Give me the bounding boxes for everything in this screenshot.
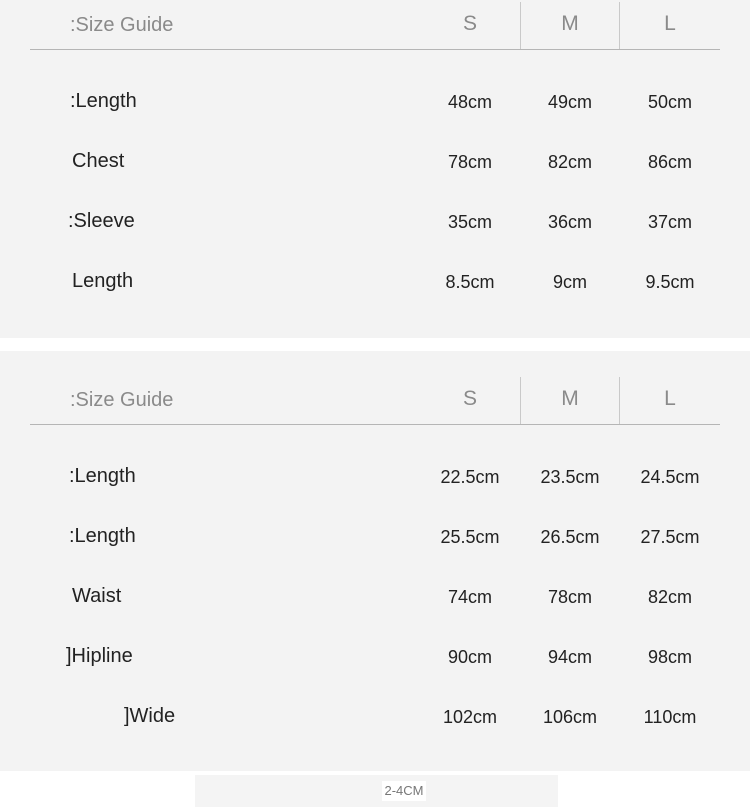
value-m: 26.5cm (540, 527, 600, 547)
table-row (0, 525, 750, 565)
row-label: :Length (69, 525, 136, 547)
value-l: 9.5cm (645, 272, 695, 292)
row-label: :Length (70, 90, 137, 112)
row-label: ]Hipline (66, 645, 133, 667)
footer-note: 2-4CM (382, 781, 426, 801)
row-label: Length (72, 270, 134, 292)
value-l: 37cm (647, 212, 692, 232)
value-l: 86cm (647, 152, 692, 172)
row-label: Chest (72, 150, 125, 172)
footer-strip (195, 775, 558, 807)
size-header-l: L (664, 387, 676, 410)
table-header (0, 375, 750, 426)
value-m: 9cm (552, 272, 587, 292)
value-m: 49cm (547, 92, 592, 112)
table-row (0, 585, 750, 625)
value-s: 78cm (447, 152, 492, 172)
value-s: 48cm (447, 92, 492, 112)
row-label: ]Wide (124, 705, 176, 727)
value-l: 24.5cm (640, 467, 700, 487)
table-row (0, 705, 750, 745)
value-m: 36cm (547, 212, 592, 232)
value-s: 74cm (447, 587, 492, 607)
table-row (0, 465, 750, 505)
row-label: Waist (72, 585, 122, 607)
value-s: 35cm (447, 212, 492, 232)
value-m: 106cm (542, 707, 598, 727)
value-l: 27.5cm (640, 527, 700, 547)
table-title: :Size Guide (70, 14, 174, 36)
size-header-l: L (664, 12, 676, 35)
value-l: 82cm (647, 587, 692, 607)
size-table-bottom (0, 351, 750, 771)
value-s: 90cm (447, 647, 492, 667)
table-row (0, 90, 750, 130)
size-header-m: M (561, 12, 579, 35)
table-row (0, 270, 750, 310)
table-title: :Size Guide (70, 389, 174, 411)
table-row (0, 210, 750, 250)
table-row (0, 645, 750, 685)
value-m: 94cm (547, 647, 592, 667)
size-header-s: S (462, 12, 477, 35)
value-l: 50cm (647, 92, 692, 112)
size-table-top (0, 0, 750, 338)
size-header-s: S (462, 387, 477, 410)
header-divider (30, 49, 720, 50)
row-label: :Length (69, 465, 136, 487)
table-row (0, 150, 750, 190)
value-m: 78cm (547, 587, 592, 607)
row-label: :Sleeve (68, 210, 135, 232)
value-s: 102cm (442, 707, 498, 727)
value-m: 23.5cm (540, 467, 600, 487)
value-s: 8.5cm (445, 272, 495, 292)
header-divider (30, 424, 720, 425)
value-l: 110cm (643, 707, 697, 727)
value-s: 25.5cm (440, 527, 500, 547)
size-header-m: M (561, 387, 579, 410)
value-s: 22.5cm (440, 467, 500, 487)
table-header (0, 0, 750, 51)
value-l: 98cm (647, 647, 692, 667)
value-m: 82cm (547, 152, 592, 172)
